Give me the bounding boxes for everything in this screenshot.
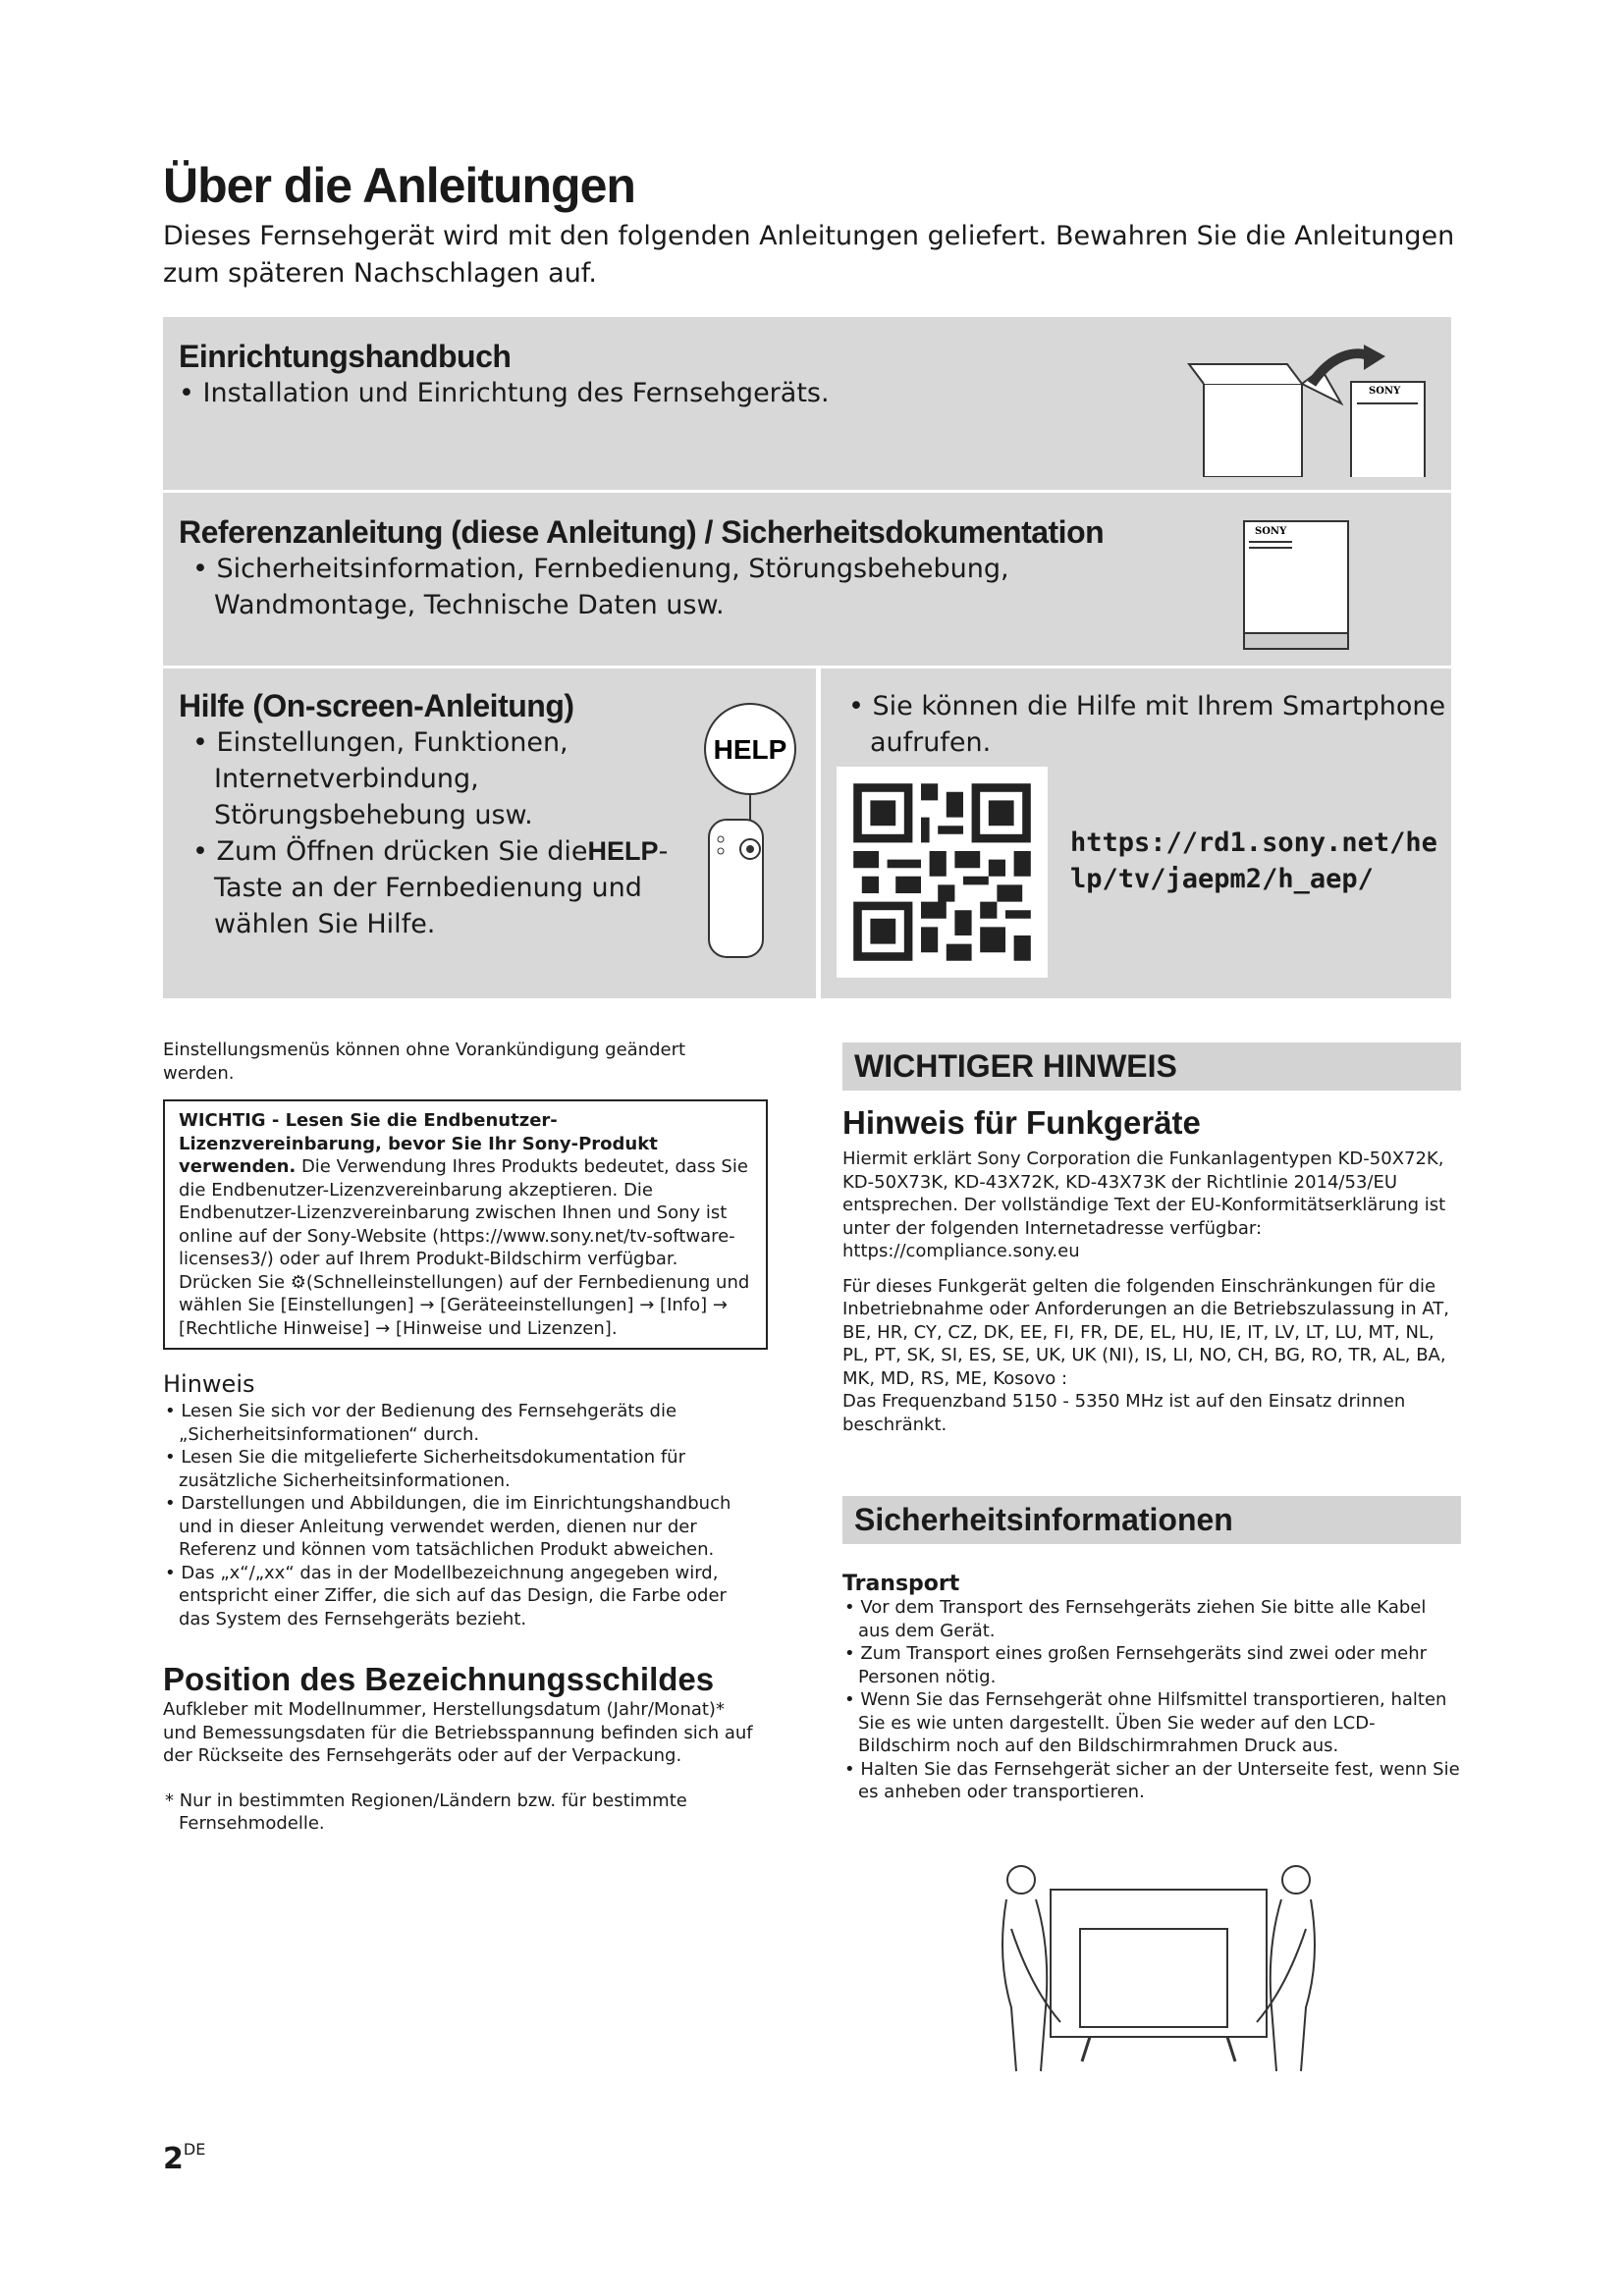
qr-code-graphic	[837, 767, 1048, 978]
position-section	[163, 1661, 762, 1836]
transport-item: • Halten Sie das Fernsehgerät sicher an der Unterseite fest, wenn Sie es anheben oder transportieren.	[844, 1758, 1460, 1802]
hinweis-item: • Darstellungen und Abbildungen, die im Einrichtungshandbuch und in dieser Anleitung verwendet werden, dienen nur der Referenz und können vom tatsächlichen Produkt abweichen.	[165, 1493, 731, 1560]
setup-guide-sony-logo: SONY	[1369, 386, 1401, 397]
radio-restrictions-paragraph: Für dieses Funkgerät gelten die folgenden Einschränkungen für die Inbetriebnahme oder Anforderungen an die Betriebszulassung in AT, BE, HR, CY, CZ, DK, EE, FI, FR, DE, EL, HU, IE, IT, LV, LT, LU, MT, NL, PL, PT, SK, SI, ES, SE, UK, UK (NI), IS, LI, NO, CH, BG, RO, TR, AL, BA, MK, MD, RS, ME, Kosovo :	[842, 1275, 1450, 1389]
page-number: 2DE	[163, 2140, 206, 2176]
setup-guide-heading: Einrichtungshandbuch	[179, 339, 512, 374]
reference-sony-logo: SONY	[1255, 526, 1287, 537]
help-bullet-2: • Zum Öffnen drücken Sie dieHELP-Taste an der Fernbedienung und wählen Sie Hilfe.	[192, 836, 669, 939]
quick-settings-icon: ⚙	[290, 1271, 306, 1293]
reference-guide-box	[163, 493, 1451, 666]
help-bullet-1: • Einstellungen, Funktionen, Internetverbindung, Störungsbehebung usw.	[192, 727, 568, 830]
hinweis-section	[163, 1370, 762, 1630]
page-title: Über die Anleitungen	[163, 158, 635, 213]
important-notice-section	[842, 1042, 1461, 1436]
safety-heading: Sicherheitsinformationen	[842, 1496, 1461, 1544]
hinweis-item: • Lesen Sie sich vor der Bedienung des Fernsehgeräts die „Sicherheitsinformationen“ durch.	[165, 1401, 677, 1445]
transport-item: • Vor dem Transport des Fernsehgeräts ziehen Sie bitte alle Kabel aus dem Gerät.	[844, 1597, 1427, 1641]
help-key-label: HELP	[587, 836, 659, 866]
radio-notice-paragraph: Hiermit erklärt Sony Corporation die Funkanlagentypen KD-50X72K, KD-50X73K, KD-43X72K, KD-43X73K der Richtlinie 2014/53/EU entsprechen. Der vollständige Text der EU-Konformitätserklärung ist unter der folgenden Internetadresse verfügbar: https://compliance.sony.eu	[842, 1148, 1446, 1261]
smartphone-bullet: • Sie können die Hilfe mit Ihrem Smartphone aufrufen.	[848, 691, 1446, 758]
safety-section	[842, 1496, 1461, 1804]
setup-guide-box	[163, 317, 1451, 490]
frequency-band-note: Das Frequenzband 5150 - 5350 MHz ist auf den Einsatz drinnen beschränkt.	[842, 1391, 1406, 1435]
reference-guide-heading: Referenzanleitung (diese Anleitung) / Sicherheitsdokumentation	[179, 514, 1105, 550]
help-url-link[interactable]: https://rd1.sony.net/help/tv/jaepm2/h_aep/	[1070, 828, 1437, 894]
help-badge-label: HELP	[713, 734, 787, 765]
footnote: * Nur in bestimmten Regionen/Ländern bzw. für bestimmte Fernsehmodelle.	[165, 1789, 687, 1834]
position-title: Position des Bezeichnungsschildes	[163, 1661, 715, 1697]
radio-notice-title: Hinweis für Funkgeräte	[842, 1104, 1201, 1141]
tv-transport-illustration	[992, 1850, 1326, 2076]
reference-booklet-icon	[1243, 520, 1351, 653]
eula-warning-bold: WICHTIG - Lesen Sie die Endbenutzer-Lizenzvereinbarung, bevor Sie Ihr Sony-Produkt verwenden.	[179, 1110, 658, 1177]
help-qr-code[interactable]	[837, 767, 1048, 978]
intro-text: Dieses Fernsehgerät wird mit den folgenden Anleitungen geliefert. Bewahren Sie die Anleitungen zum späteren Nachschlagen auf.	[163, 221, 1455, 289]
transport-title: Transport	[842, 1572, 960, 1596]
important-notice-heading: WICHTIGER HINWEIS	[842, 1042, 1461, 1091]
transport-item: • Wenn Sie das Fernsehgerät ohne Hilfsmittel transportieren, halten Sie es wie unten dargestellt. Üben Sie weder auf den LCD-Bildschirm noch auf den Bildschirmrahmen Druck aus.	[844, 1689, 1447, 1756]
hinweis-item: • Lesen Sie die mitgelieferte Sicherheitsdokumentation für zusätzliche Sicherheitsinformationen.	[165, 1447, 685, 1491]
help-guide-heading: Hilfe (On-screen-Anleitung)	[179, 688, 574, 723]
position-text: Aufkleber mit Modellnummer, Herstellungsdatum (Jahr/Monat)* und Bemessungsdaten für die Betriebsspannung befinden sich auf der Rückseite des Fernsehgeräts oder auf der Verpackung.	[163, 1699, 753, 1766]
remote-help-icon	[701, 702, 799, 962]
menu-change-note: Einstellungsmenüs können ohne Vorankündigung geändert werden.	[163, 1040, 686, 1084]
transport-item: • Zum Transport eines großen Fernsehgeräts sind zwei oder mehr Personen nötig.	[844, 1643, 1427, 1687]
setup-guide-bullet: • Installation und Einrichtung des Fernsehgeräts.	[179, 378, 830, 408]
reference-guide-bullet: • Sicherheitsinformation, Fernbedienung, Störungsbehebung, Wandmontage, Technische Daten usw.	[192, 554, 1009, 620]
eula-warning-box: WICHTIG - Lesen Sie die Endbenutzer-Lizenzvereinbarung, bevor Sie Ihr Sony-Produkt verwenden. Die Verwendung Ihres Produkts bedeutet, dass Sie die Endbenutzer-Lizenzvereinbarung akzeptieren. Die Endbenutzer-Lizenzvereinbarung zwischen Ihnen und Sony ist online auf der Sony-Website (https://www.sony.net/tv-software-licenses3/) oder auf Ihrem Produkt-Bildschirm verfügbar. Drücken Sie ⚙(Schnelleinstellungen) auf der Fernbedienung und wählen Sie [Einstellungen] → [Geräteeinstellungen] → [Info] → [Rechtliche Hinweise] → [Hinweise und Lizenzen].	[163, 1099, 768, 1350]
setup-guide-box-icon	[1184, 345, 1430, 477]
hinweis-item: • Das „x“/„xx“ das in der Modellbezeichnung angegeben wird, entspricht einer Ziffer, die sich auf das Design, die Farbe oder das System des Fernsehgeräts bezieht.	[165, 1562, 727, 1629]
hinweis-title: Hinweis	[163, 1370, 255, 1398]
page-language: DE	[183, 2140, 206, 2159]
help-guide-box	[163, 668, 816, 998]
